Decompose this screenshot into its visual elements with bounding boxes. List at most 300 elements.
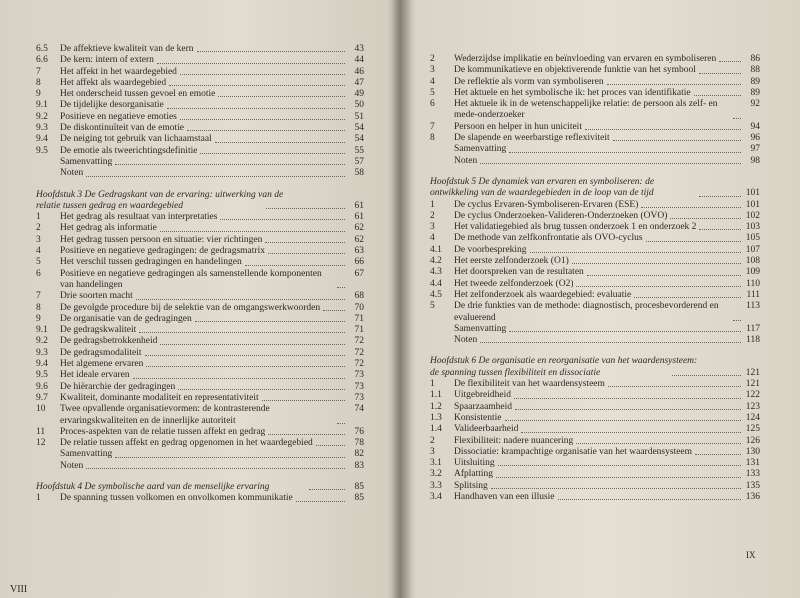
toc-entry-title: Het affekt als waardegebied bbox=[60, 77, 167, 88]
toc-entry-title: Noten bbox=[60, 168, 84, 179]
toc-entry bbox=[36, 404, 364, 427]
toc-leader-dots bbox=[195, 321, 345, 322]
toc-leader-dots bbox=[719, 61, 741, 62]
toc-entry-title: Dissociatie: krampachtige organisatie van het waardensysteem bbox=[454, 446, 693, 457]
toc-leader-dots bbox=[180, 74, 345, 75]
toc-entry-page: 121 bbox=[745, 379, 760, 390]
toc-entry bbox=[36, 257, 364, 268]
toc-leader-dots bbox=[530, 252, 741, 253]
toc-entry-number: 6 bbox=[36, 268, 41, 279]
toc-entry-title: Het gedrag tussen persoon en situatie: vier richtingen bbox=[60, 234, 263, 245]
toc-entry-page: 105 bbox=[745, 233, 760, 244]
toc-entry-title: De relatie tussen affekt en gedrag opgenomen in het waardegebied bbox=[60, 438, 313, 449]
toc-entry-page: 102 bbox=[745, 210, 760, 221]
toc-entry-number: 11 bbox=[36, 426, 46, 437]
toc-leader-dots bbox=[323, 310, 345, 311]
toc-leader-dots bbox=[157, 63, 345, 64]
toc-entry bbox=[430, 88, 760, 99]
toc-entry-number: 4 bbox=[430, 233, 435, 244]
toc-leader-dots bbox=[515, 409, 741, 410]
toc-entry bbox=[430, 424, 760, 435]
toc-entry-title: De flexibiliteit van het waardensysteem bbox=[454, 379, 605, 390]
toc-entry-number: 9.1 bbox=[36, 100, 48, 111]
toc-entry-page: 124 bbox=[745, 412, 760, 423]
toc-leader-dots bbox=[699, 229, 741, 230]
toc-entry-page: 72 bbox=[354, 336, 364, 347]
toc-entry-title: Handhaven van een illusie bbox=[454, 491, 555, 502]
toc-entry bbox=[36, 325, 364, 336]
toc-entry-title: Het doorspreken van de resultaten bbox=[454, 267, 584, 278]
toc-entry-title: De drie funkties van de methode: diagnostisch, procesbevorderend en evaluerend bbox=[454, 301, 719, 323]
toc-leader-dots bbox=[180, 119, 345, 120]
toc-entry bbox=[430, 256, 760, 267]
toc-entry bbox=[430, 233, 760, 244]
toc-entry bbox=[430, 245, 760, 256]
toc-entry-page: 73 bbox=[354, 392, 364, 403]
toc-entry bbox=[36, 370, 364, 381]
toc-entry-page: 49 bbox=[354, 89, 364, 100]
toc-entry bbox=[430, 144, 760, 155]
book-gutter bbox=[388, 0, 412, 598]
toc-entry-number: 3.4 bbox=[430, 491, 442, 502]
toc-entry-title: De voorbespreking bbox=[454, 244, 527, 255]
toc-entry-page: 70 bbox=[354, 302, 364, 313]
toc-entry bbox=[36, 269, 364, 292]
toc-entry-title: Het eerste zelfonderzoek (O1) bbox=[454, 256, 569, 267]
toc-entry-title: Het validatiegebied als brug tussen onderzoek 1 en onderzoek 2 bbox=[454, 222, 697, 233]
toc-entry-title: Afplatting bbox=[454, 469, 494, 480]
toc-entry bbox=[430, 290, 760, 301]
toc-entry-title: Twee opvallende organisatievormen: de kontrasterende ervaringskwaliteiten en de innerlijke autoriteit bbox=[60, 404, 270, 426]
toc-entry-title: De tijdelijke desorganisatie bbox=[60, 100, 164, 111]
toc-leader-dots bbox=[607, 84, 741, 85]
toc-entry bbox=[430, 335, 760, 346]
toc-entry-page: 44 bbox=[354, 55, 364, 66]
toc-entry bbox=[36, 44, 364, 55]
toc-leader-dots bbox=[220, 219, 345, 220]
toc-leader-dots bbox=[521, 432, 741, 433]
toc-leader-dots bbox=[215, 142, 345, 143]
toc-leader-dots bbox=[733, 118, 741, 119]
toc-entry-page: 72 bbox=[354, 359, 364, 370]
toc-entry-number: 6.6 bbox=[36, 55, 48, 66]
chapter5-heading-line2: ontwikkeling van de waardegebieden in de loop van de tijd bbox=[430, 188, 654, 199]
toc-entry-title: Samenvatting bbox=[60, 156, 113, 167]
toc-entry-number: 9 bbox=[36, 313, 41, 324]
toc-entry-title: Samenvatting bbox=[60, 449, 113, 460]
toc-leader-dots bbox=[505, 420, 742, 421]
toc-entry-page: 57 bbox=[354, 156, 364, 167]
toc-entry bbox=[36, 157, 364, 168]
toc-leader-dots bbox=[337, 423, 345, 424]
toc-entry-number: 1 bbox=[430, 199, 435, 210]
toc-entry-title: Drie soorten macht bbox=[60, 291, 133, 302]
toc-entry bbox=[430, 279, 760, 290]
toc-entry bbox=[36, 55, 364, 66]
toc-entry-title: De methode van zelfkonfrontatie als OVO-cyclus bbox=[454, 233, 643, 244]
toc-entry-page: 98 bbox=[750, 155, 760, 166]
toc-entry-page: 97 bbox=[750, 144, 760, 155]
toc-entry-page: 103 bbox=[745, 222, 760, 233]
toc-leader-dots bbox=[160, 231, 345, 232]
toc-entry-page: 54 bbox=[354, 134, 364, 145]
toc-leader-dots bbox=[498, 465, 741, 466]
toc-entry bbox=[36, 291, 364, 302]
toc-entry-title: De kern: intern of extern bbox=[60, 55, 154, 66]
toc-entry-number: 3 bbox=[430, 65, 435, 76]
toc-entry-page: 131 bbox=[745, 458, 760, 469]
toc-leader-dots bbox=[146, 366, 345, 367]
toc-entry-title: Valideerbaarheid bbox=[454, 424, 519, 435]
toc-leader-dots bbox=[167, 108, 345, 109]
toc-entry-title: Positieve en negatieve gedragingen als samenstellende komponenten van handelingen bbox=[60, 268, 322, 290]
toc-entry-page: 126 bbox=[745, 435, 760, 446]
toc-entry-page: 71 bbox=[354, 313, 364, 324]
toc-entry-title: Samenvatting bbox=[454, 144, 507, 155]
toc-leader-dots bbox=[509, 331, 741, 332]
toc-entry-page: 55 bbox=[354, 145, 364, 156]
toc-entry-title: Splitsing bbox=[454, 480, 488, 491]
toc-entry-page: 54 bbox=[354, 123, 364, 134]
toc-entry-title: Het gedrag als resultaat van interpretaties bbox=[60, 212, 218, 223]
toc-entry-title: De cyclus Ervaren-Symboliseren-Ervaren (ESE) bbox=[454, 199, 639, 210]
toc-entry-title: Flexibiliteit: nadere nuancering bbox=[454, 435, 574, 446]
toc-leader-dots bbox=[670, 218, 741, 219]
toc-entry-title: Uitsluiting bbox=[454, 458, 495, 469]
chapter6-entries bbox=[430, 379, 760, 503]
toc-entry-number: 4.2 bbox=[430, 256, 442, 267]
toc-entry bbox=[430, 222, 760, 233]
toc-entry-number: 4 bbox=[36, 246, 41, 257]
toc-entry-title: Persoon en helper in hun uniciteit bbox=[454, 121, 582, 132]
toc-entry-title: Het aktuele ik in de wetenschappelijke relatie: de persoon als zelf- en mede-onderzoeker bbox=[454, 99, 718, 121]
toc-entry-number: 9.2 bbox=[36, 111, 48, 122]
toc-entry-page: 63 bbox=[354, 246, 364, 257]
toc-entry-number: 1 bbox=[430, 379, 435, 390]
chapter4-entries bbox=[36, 493, 364, 504]
toc-entry-number: 1.3 bbox=[430, 412, 442, 423]
toc-entry-page: 85 bbox=[354, 493, 364, 504]
toc-entry bbox=[430, 267, 760, 278]
toc-entry-page: 78 bbox=[354, 438, 364, 449]
toc-leader-dots bbox=[699, 73, 741, 74]
toc-entry-title: Kwaliteit, dominante modaliteit en representativiteit bbox=[60, 392, 259, 403]
toc-entry-number: 9 bbox=[36, 89, 41, 100]
toc-leader-dots bbox=[480, 163, 741, 164]
toc-entry bbox=[36, 246, 364, 257]
chapter5-heading-line1: Hoofdstuk 5 De dynamiek van ervaren en symboliseren: de bbox=[430, 176, 655, 187]
toc-leader-dots bbox=[646, 241, 741, 242]
toc-entry-page: 89 bbox=[750, 87, 760, 98]
toc-entry bbox=[430, 65, 760, 76]
chapter5-heading bbox=[430, 177, 760, 200]
toc-entry bbox=[36, 89, 364, 100]
toc-entry bbox=[430, 99, 760, 122]
toc-entry-number: 1 bbox=[36, 212, 41, 223]
toc-entry-page: 96 bbox=[750, 133, 760, 144]
toc-leader-dots bbox=[576, 443, 741, 444]
toc-leader-dots bbox=[245, 265, 345, 266]
toc-entry-number: 9.2 bbox=[36, 336, 48, 347]
toc-entry-number: 4.5 bbox=[430, 289, 442, 300]
left-page bbox=[0, 0, 390, 598]
toc-entry-number: 4 bbox=[430, 76, 435, 87]
toc-entry-number: 10 bbox=[36, 404, 46, 415]
toc-entry-title: Spaarzaamheid bbox=[454, 401, 513, 412]
toc-entry-page: 72 bbox=[354, 347, 364, 358]
toc-entry-number: 9.4 bbox=[36, 359, 48, 370]
toc-entry-number: 8 bbox=[36, 77, 41, 88]
toc-entry-page: 110 bbox=[746, 278, 760, 289]
toc-entry-number: 5 bbox=[430, 87, 435, 98]
left-toc bbox=[36, 44, 364, 505]
chapter6-heading-line2: de spanning tussen flexibiliteit en dissociatie bbox=[430, 367, 601, 378]
toc-entry-title: De organisatie van de gedragingen bbox=[60, 313, 192, 324]
toc-entry-page: 46 bbox=[354, 66, 364, 77]
toc-entry-title: De affektieve kwaliteit van de kern bbox=[60, 44, 194, 54]
toc-entry-title: Het gedrag als informatie bbox=[60, 223, 157, 234]
toc-entry-title: Het zelfonderzoek als waardegebied: evaluatie bbox=[454, 289, 632, 300]
toc-entry bbox=[430, 54, 760, 65]
toc-entry-title: Konsistentie bbox=[454, 412, 502, 423]
toc-entry bbox=[430, 200, 760, 211]
toc-entry bbox=[36, 493, 364, 504]
toc-entry-title: Het algemene ervaren bbox=[60, 359, 144, 370]
toc-entry bbox=[430, 379, 760, 390]
toc-entry bbox=[36, 427, 364, 438]
toc-entry-title: De emotie als tweerichtingsdefinitie bbox=[60, 145, 198, 156]
toc-entry bbox=[36, 314, 364, 325]
toc-entry-number: 9.4 bbox=[36, 134, 48, 145]
toc-entry-number: 7 bbox=[36, 66, 41, 77]
toc-entry-page: 62 bbox=[354, 234, 364, 245]
toc-leader-dots bbox=[169, 85, 345, 86]
toc-entry-page: 73 bbox=[354, 370, 364, 381]
toc-leader-dots bbox=[265, 242, 345, 243]
toc-entry-page: 113 bbox=[746, 301, 760, 312]
toc-entry-title: De gedragskwaliteit bbox=[60, 325, 137, 336]
toc-entry-page: 101 bbox=[745, 199, 760, 210]
toc-entry bbox=[430, 390, 760, 401]
toc-entry bbox=[430, 458, 760, 469]
toc-leader-dots bbox=[139, 332, 345, 333]
toc-entry-number: 1.1 bbox=[430, 390, 442, 401]
toc-entry-number: 8 bbox=[36, 302, 41, 313]
toc-entry bbox=[430, 447, 760, 458]
chapter3-heading-line1: Hoofdstuk 3 De Gedragskant van de ervaring: uitwerking van de bbox=[36, 189, 284, 200]
toc-entry-number: 9.1 bbox=[36, 325, 48, 336]
chapter3-heading-line2: relatie tussen gedrag en waardegebied bbox=[36, 200, 184, 211]
toc-leader-dots bbox=[587, 275, 741, 276]
toc-entry bbox=[36, 223, 364, 234]
toc-entry-title: De gedragsmodaliteit bbox=[60, 347, 142, 358]
toc-entry bbox=[36, 359, 364, 370]
toc-leader-dots bbox=[268, 253, 345, 254]
toc-entry-number: 4.4 bbox=[430, 278, 442, 289]
toc-entry-page: 123 bbox=[745, 401, 760, 412]
toc-entry-title: De reflektie als vorm van symboliseren bbox=[454, 76, 604, 87]
toc-entry bbox=[36, 438, 364, 449]
toc-entry bbox=[36, 303, 364, 314]
chapter6-heading bbox=[430, 356, 760, 379]
toc-entry-page: 74 bbox=[354, 404, 364, 415]
toc-entry-number: 12 bbox=[36, 438, 46, 449]
toc-entry-title: Wederzijdse implikatie en beïnvloeding van ervaren en symboliseren bbox=[454, 54, 717, 64]
toc-leader-dots bbox=[480, 342, 741, 343]
toc-entry-number: 1.2 bbox=[430, 401, 442, 412]
toc-entry-number: 6 bbox=[430, 99, 435, 110]
toc-entry bbox=[36, 78, 364, 89]
toc-leader-dots bbox=[316, 445, 345, 446]
toc-entry-title: Het verschil tussen gedragingen en handelingen bbox=[60, 257, 242, 268]
toc-entry bbox=[430, 156, 760, 167]
toc-entry-number: 9.3 bbox=[36, 347, 48, 358]
toc-entry-title: Noten bbox=[454, 335, 478, 346]
toc-entry-title: Het affekt in het waardegebied bbox=[60, 66, 177, 77]
toc-leader-dots bbox=[576, 286, 741, 287]
toc-entry bbox=[430, 492, 760, 503]
toc-entry-number: 2 bbox=[430, 54, 435, 64]
toc-entry-page: 130 bbox=[745, 446, 760, 457]
chapter5-heading-page: 101 bbox=[745, 188, 761, 199]
toc-entry-page: 71 bbox=[354, 325, 364, 336]
toc-leader-dots bbox=[296, 501, 345, 502]
toc-entry bbox=[430, 481, 760, 492]
toc-entry-title: Noten bbox=[454, 155, 478, 166]
toc-leader-dots bbox=[572, 263, 741, 264]
toc-entry-title: Het aktuele en het symbolische ik: het proces van identifikatie bbox=[454, 87, 691, 98]
toc-entry bbox=[36, 461, 364, 472]
toc-entry-page: 108 bbox=[745, 256, 760, 267]
toc-entry-title: Positieve en negatieve gedragingen: de gedragsmatrix bbox=[60, 246, 265, 257]
toc-entry-page: 62 bbox=[354, 223, 364, 234]
toc-entry bbox=[430, 469, 760, 480]
toc-leader-dots bbox=[86, 468, 345, 469]
toc-entry-number: 7 bbox=[36, 291, 41, 302]
toc-entry bbox=[430, 324, 760, 335]
toc-leader-dots bbox=[634, 297, 741, 298]
toc-entry-title: Het tweede zelfonderzoek (O2) bbox=[454, 278, 574, 289]
toc-entry bbox=[36, 67, 364, 78]
toc-entry bbox=[430, 77, 760, 88]
toc-leader-dots bbox=[145, 355, 345, 356]
toc-entry bbox=[36, 212, 364, 223]
toc-entry-page: 58 bbox=[354, 168, 364, 179]
toc-entry-title: De gedragsbetrokkenheid bbox=[60, 336, 158, 347]
toc-entry bbox=[36, 134, 364, 145]
toc-entry-title: De diskontinuïteit van de emotie bbox=[60, 123, 185, 134]
toc-entry bbox=[36, 112, 364, 123]
toc-entry-number: 3 bbox=[36, 234, 41, 245]
toc-entry bbox=[430, 436, 760, 447]
toc-leader-dots bbox=[514, 398, 741, 399]
chapter4-heading-page: 85 bbox=[354, 481, 364, 492]
left-top-entries bbox=[36, 44, 364, 180]
toc-entry-page: 83 bbox=[354, 460, 364, 471]
toc-entry bbox=[36, 146, 364, 157]
toc-entry-page: 122 bbox=[745, 390, 760, 401]
toc-entry-number: 3.3 bbox=[430, 480, 442, 491]
toc-entry bbox=[36, 168, 364, 179]
toc-leader-dots bbox=[136, 299, 345, 300]
toc-leader-dots bbox=[496, 477, 741, 478]
toc-entry-number: 9.7 bbox=[36, 392, 48, 403]
toc-leader-dots bbox=[262, 400, 345, 401]
toc-entry bbox=[430, 413, 760, 424]
toc-leader-dots bbox=[509, 152, 741, 153]
toc-leader-dots bbox=[337, 287, 345, 288]
toc-entry bbox=[36, 336, 364, 347]
toc-entry-page: 94 bbox=[750, 121, 760, 132]
toc-entry bbox=[36, 100, 364, 111]
toc-entry-page: 73 bbox=[354, 381, 364, 392]
toc-entry-title: De neiging tot gebruik van lichaamstaal bbox=[60, 134, 212, 145]
toc-entry-title: Uitgebreidheid bbox=[454, 390, 511, 401]
toc-entry-page: 76 bbox=[354, 426, 364, 437]
toc-entry-page: 92 bbox=[750, 99, 760, 110]
toc-entry-page: 43 bbox=[354, 44, 364, 54]
toc-leader-dots bbox=[695, 454, 741, 455]
toc-entry-page: 136 bbox=[745, 491, 760, 502]
right-top-entries bbox=[430, 54, 760, 167]
toc-entry-number: 9.6 bbox=[36, 381, 48, 392]
toc-leader-dots bbox=[115, 457, 345, 458]
chapter4-heading bbox=[36, 482, 364, 493]
toc-entry-number: 3.1 bbox=[430, 458, 442, 469]
toc-entry-number: 3 bbox=[430, 222, 435, 233]
toc-entry-title: De gevolgde procedure bij de selektie van de omgangswerkwoorden bbox=[60, 302, 321, 313]
toc-entry bbox=[430, 133, 760, 144]
chapter3-heading-page: 61 bbox=[354, 200, 365, 211]
toc-leader-dots bbox=[641, 207, 741, 208]
toc-leader-dots bbox=[613, 140, 741, 141]
toc-entry bbox=[36, 393, 364, 404]
toc-entry-number: 9.5 bbox=[36, 145, 48, 156]
toc-entry-title: Noten bbox=[60, 460, 84, 471]
toc-entry-number: 2 bbox=[430, 210, 435, 221]
toc-entry-page: 86 bbox=[750, 54, 760, 64]
toc-entry-page: 111 bbox=[746, 289, 760, 300]
toc-entry-title: Het ideale ervaren bbox=[60, 370, 130, 381]
toc-leader-dots bbox=[115, 164, 345, 165]
toc-entry-title: De kommunikatieve en objektiverende funktie van het symbool bbox=[454, 65, 696, 76]
toc-entry bbox=[36, 235, 364, 246]
toc-entry-number: 5 bbox=[36, 257, 41, 268]
toc-entry-page: 67 bbox=[354, 268, 364, 279]
toc-leader-dots bbox=[218, 96, 345, 97]
toc-leader-dots bbox=[733, 320, 741, 321]
chapter3-heading bbox=[36, 190, 364, 213]
toc-entry-title: Positieve en negatieve emoties bbox=[60, 111, 177, 122]
right-page-number: IX bbox=[746, 550, 756, 560]
toc-entry-number: 5 bbox=[430, 301, 435, 312]
toc-entry bbox=[430, 122, 760, 133]
toc-entry-page: 118 bbox=[746, 335, 760, 346]
toc-entry bbox=[430, 402, 760, 413]
toc-leader-dots bbox=[558, 499, 741, 500]
toc-entry bbox=[36, 123, 364, 134]
toc-entry-number: 9.5 bbox=[36, 370, 48, 381]
toc-entry-number: 7 bbox=[430, 121, 435, 132]
toc-entry-page: 89 bbox=[750, 76, 760, 87]
toc-entry-number: 8 bbox=[430, 133, 435, 144]
toc-leader-dots bbox=[491, 488, 741, 489]
toc-leader-dots bbox=[268, 434, 345, 435]
toc-entry-page: 50 bbox=[354, 100, 364, 111]
left-page-number: VIII bbox=[10, 584, 28, 595]
toc-entry bbox=[430, 211, 760, 222]
toc-entry-number: 4.3 bbox=[430, 267, 442, 278]
